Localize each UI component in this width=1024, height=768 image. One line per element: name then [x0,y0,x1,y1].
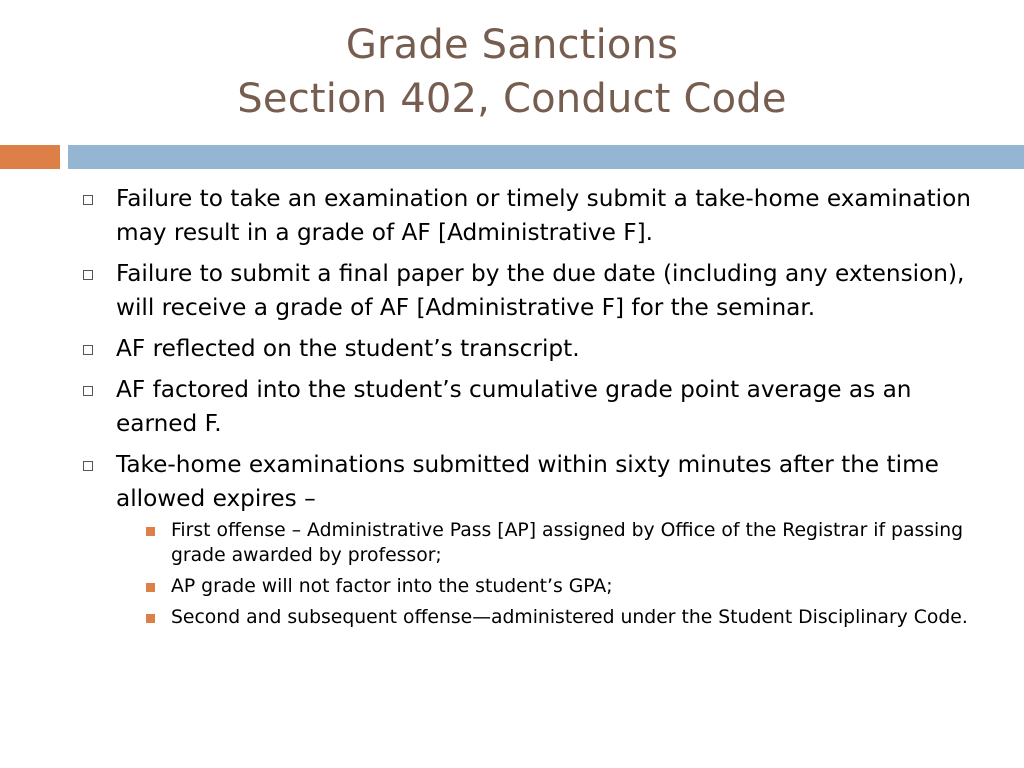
bullet-item [76,448,981,630]
bullet-text: Failure to submit a final paper by the due date (including any extension), will receive a grade of AF [Administrative F] for the seminar. [116,260,965,321]
bullet-text: Failure to take an examination or timely submit a take-home examination may result in a grade of AF [Administrative F]. [116,185,971,246]
title-rule-orange [0,145,60,169]
slide-title [0,18,1024,126]
hollow-square-bullet-icon [83,386,93,396]
title-rule-blue [68,145,1024,169]
filled-square-bullet-icon [146,527,155,536]
sub-bullet-item [143,605,981,630]
bullet-item [76,373,981,441]
filled-square-bullet-icon [146,614,155,623]
sub-bullet-item [143,574,981,599]
sub-bullet-item [143,518,981,568]
bullet-item [76,257,981,325]
sub-bullet-list [143,518,981,630]
sub-bullet-text: AP grade will not factor into the student’s GPA; [171,576,613,597]
filled-square-bullet-icon [146,583,155,592]
bullet-list [76,182,981,637]
hollow-square-bullet-icon [83,270,93,280]
title-line-2: Section 402, Conduct Code [237,76,787,122]
hollow-square-bullet-icon [83,461,93,471]
hollow-square-bullet-icon [83,345,93,355]
bullet-text: AF factored into the student’s cumulative grade point average as an earned F. [116,376,912,437]
sub-bullet-text: First offense – Administrative Pass [AP] assigned by Office of the Registrar if passing grade awarded by professor; [171,520,964,566]
bullet-item [76,332,981,366]
hollow-square-bullet-icon [83,195,93,205]
bullet-text: AF reflected on the student’s transcript. [116,335,580,362]
bullet-item [76,182,981,250]
sub-bullet-text: Second and subsequent offense—administered under the Student Disciplinary Code. [171,607,968,628]
title-line-1: Grade Sanctions [345,22,679,68]
bullet-text: Take-home examinations submitted within sixty minutes after the time allowed expires – [116,451,939,512]
